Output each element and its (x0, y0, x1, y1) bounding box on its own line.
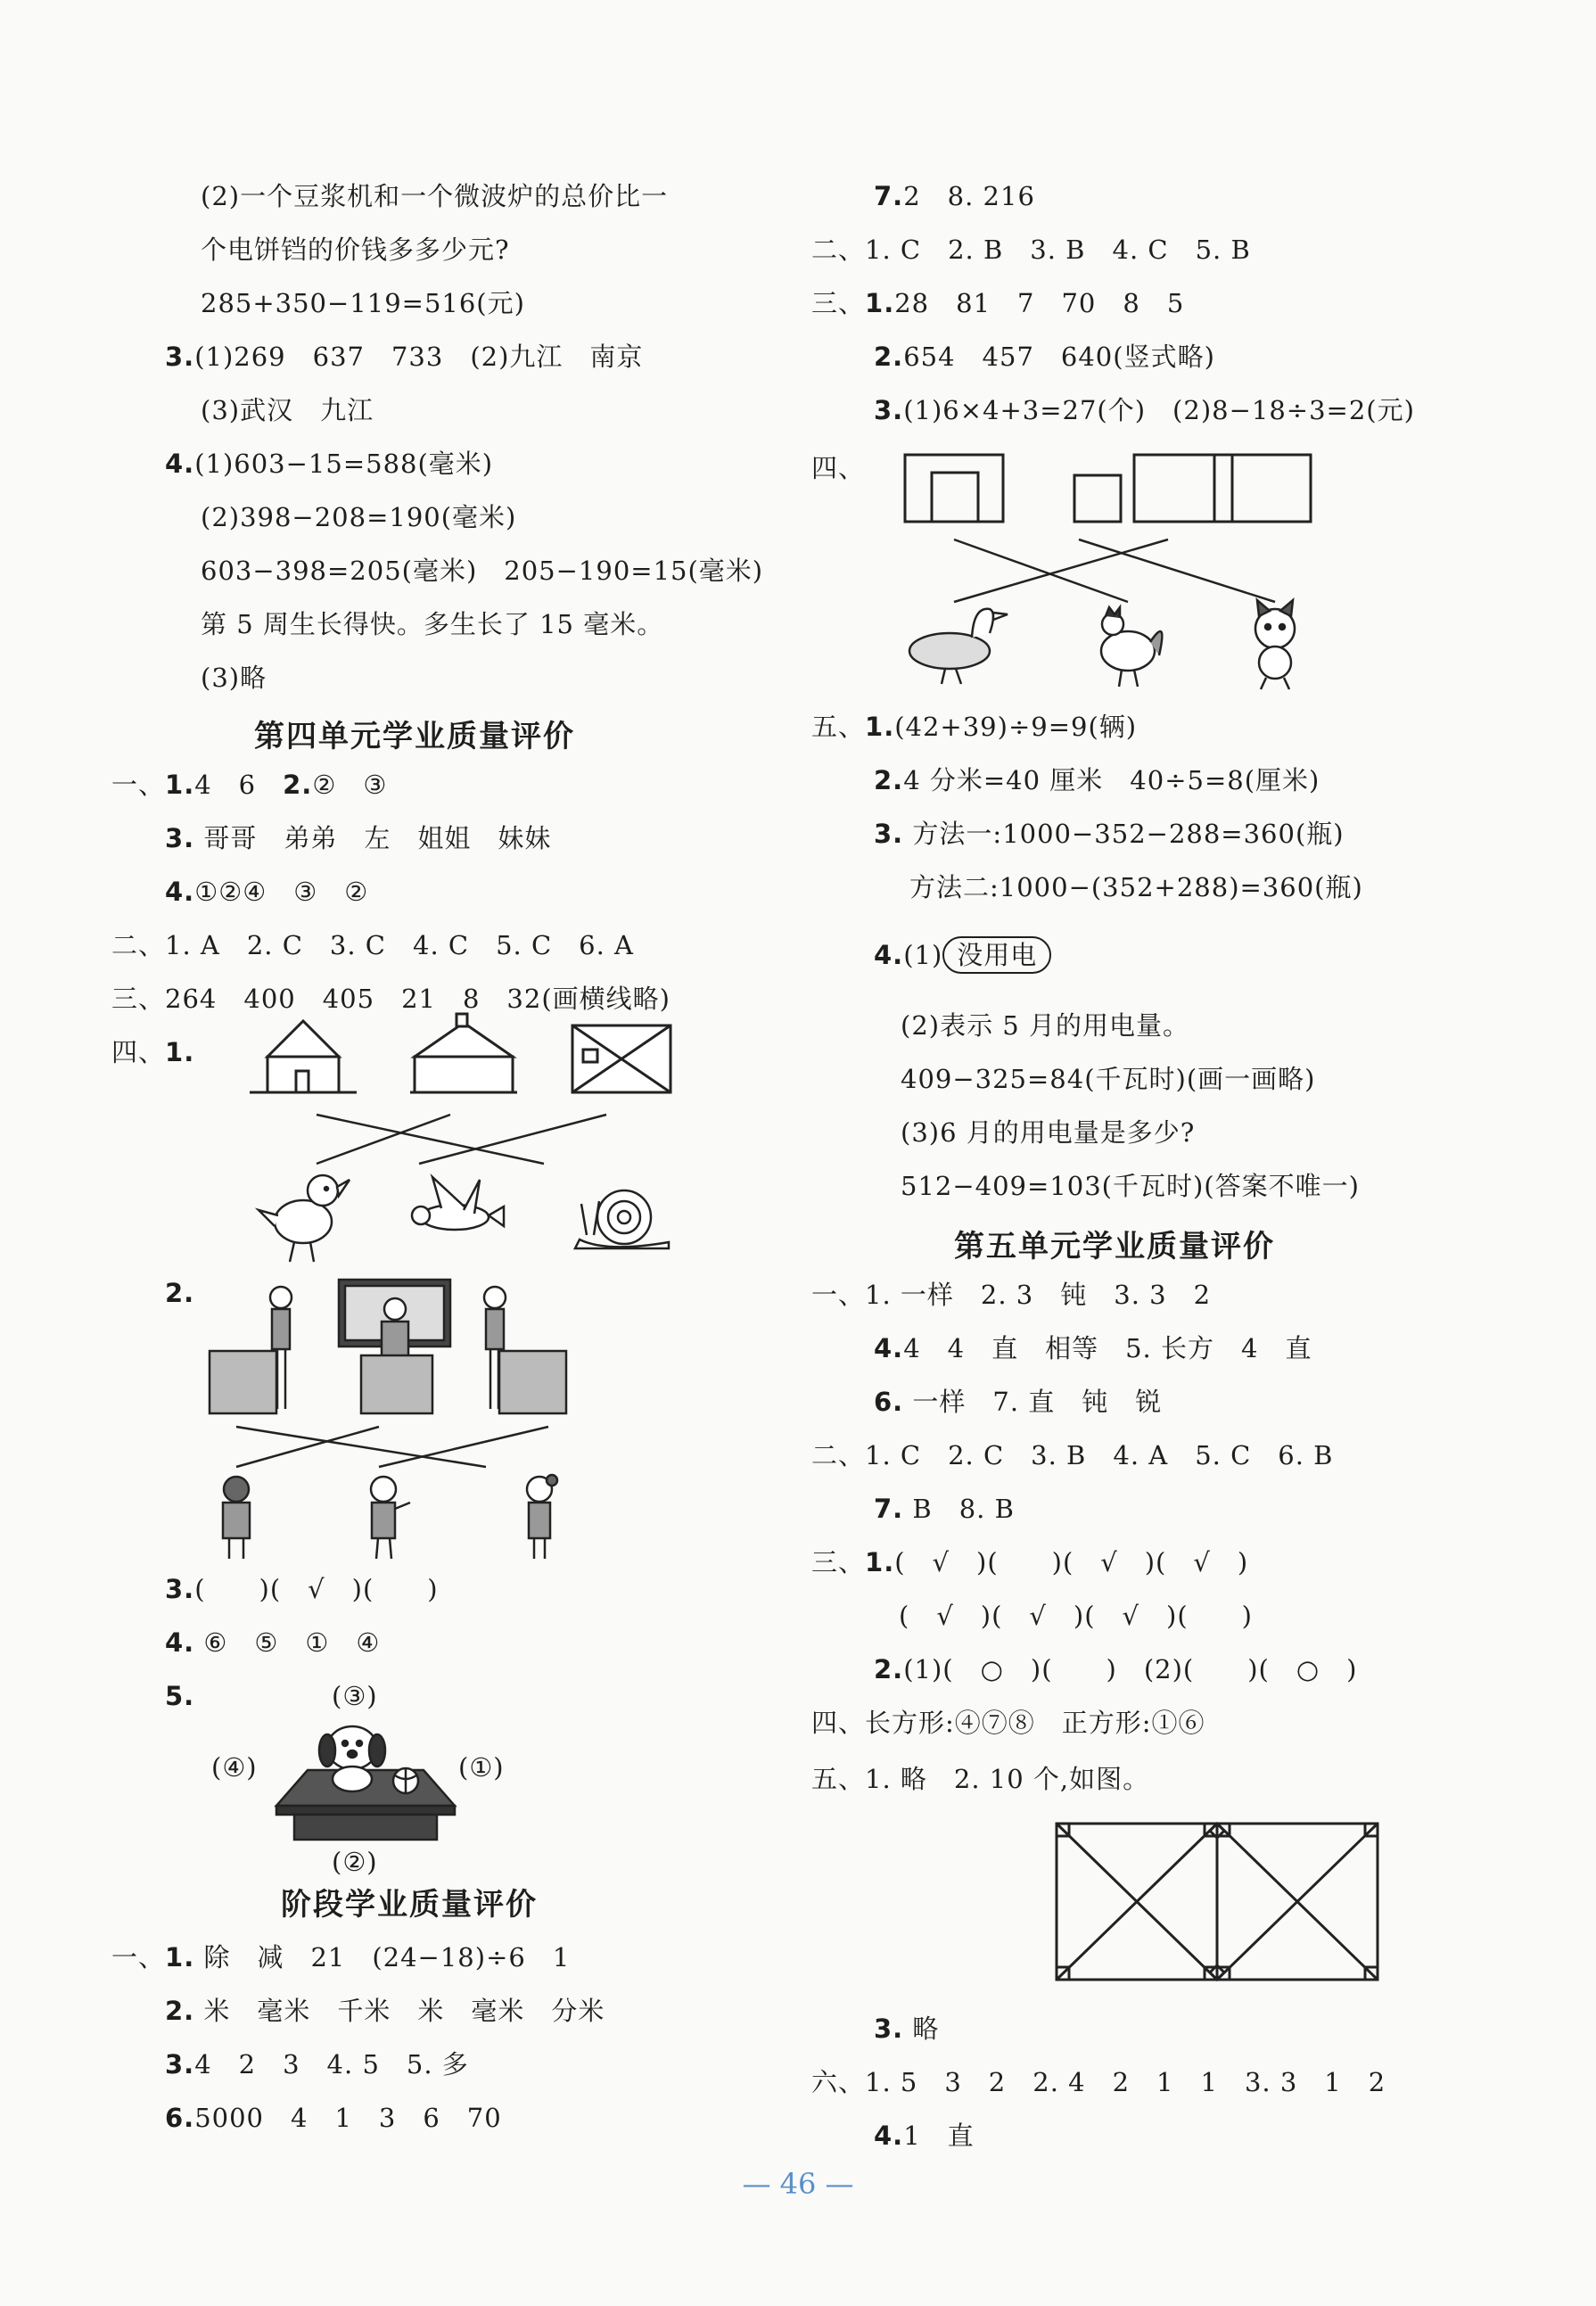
direction-label: (④) (211, 1752, 258, 1783)
houses-animals-figure (250, 1012, 678, 1271)
viewpoints-figure (201, 1275, 584, 1561)
answer-line: 3.4 2 3 4. 5 5. 多 (165, 2049, 469, 2080)
answer-line: 4.1 直 (874, 2121, 975, 2151)
answer-line: (2)一个豆浆机和一个微波炉的总价比一 (201, 181, 669, 211)
answer-line: 512−409=103(千瓦时)(答案不唯一) (901, 1171, 1360, 1201)
ball-icon (393, 1768, 418, 1793)
rectangle-diagram (1052, 1819, 1382, 1984)
matching-lines (236, 1427, 548, 1467)
answer-line: 603−398=205(毫米) 205−190=15(毫米) (201, 556, 764, 586)
snail-icon (575, 1190, 669, 1248)
answer-line: 四、长方形:④⑦⑧ 正方形:①⑥ (811, 1708, 1205, 1738)
answer-line: 7.2 8. 216 (874, 181, 1035, 211)
answer-line: 4. ⑥ ⑤ ① ④ (165, 1627, 381, 1658)
answer-line: 三、1.28 81 7 70 8 5 (811, 288, 1185, 318)
answer-line: 2. (165, 1278, 195, 1308)
direction-label: (③) (332, 1681, 378, 1711)
view-shapes (905, 455, 1311, 522)
answer-line: 第 5 周生长得快。多生长了 15 毫米。 (201, 609, 664, 639)
table-dog-figure (272, 1717, 459, 1841)
answer-line: 二、1. C 2. B 3. B 4. C 5. B (811, 235, 1251, 265)
answer-line: 2. 米 毫米 千米 米 毫米 分米 (165, 1996, 605, 2026)
answer-line: 3. 略 (874, 2014, 940, 2044)
answer-line: 四、1. (111, 1037, 195, 1067)
answer-line: 4.(1) 没用电 (874, 936, 1051, 974)
matching-lines (954, 539, 1275, 602)
answer-line: 五、1. 略 2. 10 个,如图。 (811, 1764, 1150, 1794)
answer-line: 五、1.(42+39)÷9=9(辆) (811, 712, 1138, 742)
chick-icon (259, 1175, 350, 1262)
answer-line: ( √ )( √ )( √ )( ) (899, 1601, 1253, 1631)
answer-line: 3. 方法一:1000−352−288=360(瓶) (874, 819, 1345, 849)
answer-line: 4.①②④ ③ ② (165, 877, 369, 907)
matching-lines (317, 1115, 606, 1164)
answer-line: 4.4 4 直 相等 5. 长方 4 直 (874, 1333, 1312, 1363)
answer-line: 409−325=84(千瓦时)(画一画略) (901, 1064, 1316, 1094)
answer-line: (3)6 月的用电量是多少? (901, 1117, 1196, 1148)
answer-line: 三、264 400 405 21 8 32(画横线略) (111, 984, 670, 1014)
answer-line: 3.(1)269 637 733 (2)九江 南京 (165, 342, 644, 372)
answer-line: 6.5000 4 1 3 6 70 (165, 2103, 502, 2133)
answer-line: 方法二:1000−(352+288)=360(瓶) (909, 872, 1363, 902)
section-title: 第五单元学业质量评价 (954, 1229, 1275, 1264)
house-icon (410, 1014, 517, 1092)
circled-answer: 没用电 (942, 936, 1051, 974)
answer-line: 一、1. 除 减 21 (24−18)÷6 1 (111, 1942, 571, 1972)
answer-line: 3.(1)6×4+3=27(个) (2)8−18÷3=2(元) (874, 395, 1415, 425)
house-top-view-icon (572, 1025, 670, 1092)
section-title: 阶段学业质量评价 (281, 1887, 538, 1923)
direction-label: (②) (332, 1847, 378, 1877)
desk-scene-right (484, 1287, 566, 1413)
bird-icon (412, 1177, 504, 1230)
answer-line: 7. B 8. B (874, 1494, 1015, 1524)
answer-line: 个电饼铛的价钱多多少元? (201, 235, 510, 265)
answer-line: (2)表示 5 月的用电量。 (901, 1010, 1189, 1041)
page-number: — 46 — (742, 2167, 854, 2201)
answer-line: 2.(1)( ○ )( ) (2)( )( ○ ) (874, 1654, 1358, 1684)
answer-line: 4.(1)603−15=588(毫米) (165, 449, 494, 479)
views-animals-figure (901, 450, 1311, 691)
answer-line: 二、1. A 2. C 3. C 4. C 5. C 6. A (111, 930, 634, 960)
answer-line: 5. (165, 1681, 195, 1711)
student-side-icon (371, 1477, 410, 1559)
answer-line: 285+350−119=516(元) (201, 288, 525, 318)
blackboard-scene (339, 1280, 450, 1413)
direction-label: (①) (458, 1752, 505, 1783)
cat-icon (1255, 600, 1295, 689)
answer-line: 2.654 457 640(竖式略) (874, 342, 1215, 372)
section-title: 第四单元学业质量评价 (254, 719, 575, 754)
answer-line: (3)武汉 九江 (201, 395, 374, 425)
answer-line: 3. 哥哥 弟弟 左 姐姐 妹妹 (165, 823, 552, 853)
answer-line: (3)略 (201, 663, 267, 693)
answer-line: 6. 一样 7. 直 钝 锐 (874, 1387, 1163, 1417)
duck-icon (909, 609, 1008, 684)
answer-line: 二、1. C 2. C 3. B 4. A 5. C 6. B (811, 1440, 1334, 1470)
rooster-icon (1101, 607, 1162, 687)
answer-line: (2)398−208=190(毫米) (201, 502, 517, 532)
house-icon (250, 1021, 357, 1092)
answer-line: 3.( )( √ )( ) (165, 1574, 439, 1604)
answer-line: 2.4 分米=40 厘米 40÷5=8(厘米) (874, 765, 1320, 795)
student-girl-icon (527, 1475, 557, 1559)
desk-scene-left (210, 1287, 292, 1413)
answer-line: 六、1. 5 3 2 2. 4 2 1 1 3. 3 1 2 (811, 2067, 1386, 2097)
answer-line: 一、1. 一样 2. 3 钝 3. 3 2 (811, 1280, 1212, 1310)
student-back-icon (223, 1477, 250, 1559)
answer-line: 四、 (811, 453, 866, 483)
answer-line: 三、1.( √ )( )( √ )( √ ) (811, 1547, 1249, 1577)
answer-line: 一、1.4 6 2.② ③ (111, 770, 388, 800)
